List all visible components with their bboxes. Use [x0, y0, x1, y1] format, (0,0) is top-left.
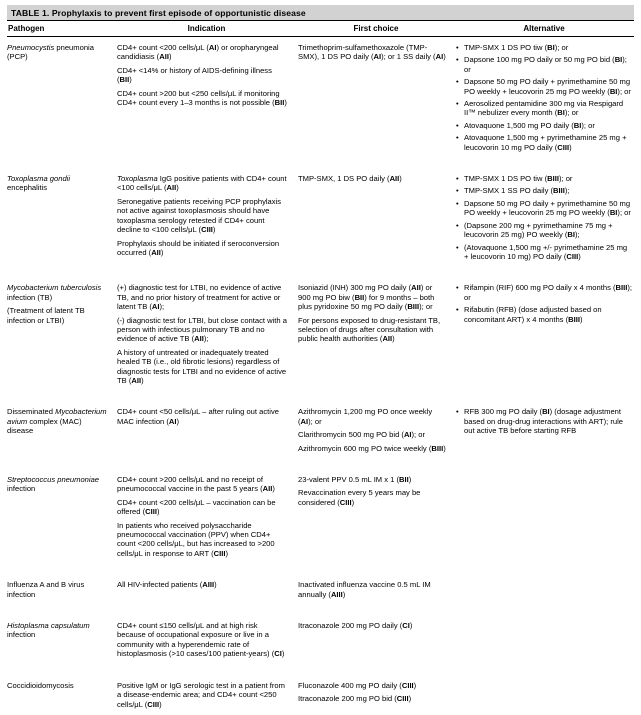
indication-paragraph: CD4+ count <200 cells/μL – vaccination can be offered (CIII) — [117, 497, 276, 517]
prophylaxis-table — [7, 20, 634, 715]
alternative-item: • (Atovaquone 1,500 mg +/- pyrimethamine 25 mg + leucovorin 10 mg) PO daily (CIII) — [456, 243, 633, 262]
alternative-cell — [456, 469, 634, 574]
indication-paragraph: CD4+ count >200 cells/μL and no receipt of pneumococcal vaccine in the past 5 years (AII) — [117, 475, 275, 494]
indication-paragraph: CD4+ count <50 cells/μL – after ruling out active MAC infection (AI) — [117, 407, 279, 426]
indication-cell — [117, 168, 298, 277]
pathogen-cell — [7, 469, 117, 574]
first-choice-cell — [298, 277, 456, 401]
indication-paragraph: CD4+ count >200 but <250 cells/μL if monitoring CD4+ count every 1–3 months is not possible (BII) — [117, 88, 287, 108]
alternative-item: • Dapsone 50 mg PO daily + pyrimethamine 50 mg PO weekly + leucovorin 25 mg PO weekly (BI); or — [456, 199, 633, 218]
alternative-cell — [456, 277, 634, 401]
pathogen-cell — [7, 277, 117, 401]
first-choice-cell — [298, 615, 456, 675]
alternative-item: • TMP-SMX 1 DS PO tiw (BIII); or — [456, 174, 633, 183]
first-choice-paragraph: Azithromycin 600 mg PO twice weekly (BIII) — [298, 443, 446, 453]
alternative-cell — [456, 615, 634, 675]
first-choice-paragraph: Inactivated influenza vaccine 0.5 mL IM annually (AIII) — [298, 580, 431, 599]
table-row — [7, 469, 634, 574]
pathogen-name: Coccidioidomycosis — [7, 680, 74, 690]
column-header-alternative: Alternative — [456, 21, 634, 37]
indication-cell — [117, 469, 298, 574]
indication-paragraph: (-) diagnostic test for LTBI, but close contact with a person with infectious pulmonary TB and no evidence of active TB (AII); — [117, 315, 287, 344]
table-title: TABLE 1. Prophylaxis to prevent first episode of opportunistic disease — [7, 5, 634, 20]
alternative-item: • TMP-SMX 1 SS PO daily (BIII); — [456, 186, 633, 195]
pathogen-name: Toxoplasma gondii encephalitis — [7, 174, 71, 193]
first-choice-paragraph: Clarithromycin 500 mg PO bid (AI); or — [298, 430, 426, 440]
pathogen-cell — [7, 615, 117, 675]
first-choice-paragraph: 23-valent PPV 0.5 mL IM x 1 (BII) — [298, 475, 412, 484]
first-choice-paragraph: Azithromycin 1,200 mg PO once weekly (AI); or — [298, 407, 433, 426]
indication-paragraph: In patients who received polysaccharide pneumococcal vaccination (PPV) when CD4+ count <200 cells/μL, but has increased to >200 cells/μL in response to ART (CIII) — [117, 520, 275, 558]
alternative-item: • Atovaquone 1,500 mg PO daily (BI); or — [456, 121, 633, 130]
alternative-item: • Dapsone 100 mg PO daily or 50 mg PO bid (BI); or — [456, 55, 633, 74]
indication-paragraph: Prophylaxis should be initiated if seroconversion occurred (AII) — [117, 238, 280, 257]
table-row — [7, 37, 634, 169]
alternative-item: • Atovaquone 1,500 mg + pyrimethamine 25 mg + leucovorin 10 mg PO daily (CIII) — [456, 133, 633, 152]
alternative-item: • Rifabutin (RFB) (dose adjusted based on concomitant ART) x 4 months (BIII) — [456, 305, 633, 324]
pathogen-name: Disseminated Mycobacterium avium complex (MAC) disease — [7, 407, 107, 436]
indication-paragraph: A history of untreated or inadequately treated healed TB (i.e., old fibrotic lesions) regardless of diagnostic tests for LTBI and no evidence of active TB (AII) — [117, 347, 287, 385]
indication-cell — [117, 615, 298, 675]
indication-cell — [117, 574, 298, 615]
pathogen-name: Mycobacterium tuberculosis infection (TB) — [7, 283, 102, 302]
indication-paragraph: Seronegative patients receiving PCP prophylaxis not active against toxoplasmosis should have toxoplasma serology retested if CD4+ count decline to <100 cells/μL (CIII) — [117, 196, 282, 235]
column-header-first-choice: First choice — [298, 21, 456, 37]
first-choice-cell — [298, 469, 456, 574]
pathogen-name: Streptococcus pneumoniae infection — [7, 475, 100, 494]
table-row — [7, 574, 634, 615]
first-choice-cell — [298, 574, 456, 615]
indication-paragraph: CD4+ count ≤150 cells/μL and at high risk because of occupational exposure or live in a community with a hyperendemic rate of histoplasmosis (>10 cases/100 patient-years) (CI) — [117, 621, 285, 659]
alternative-item: • (Dapsone 200 mg + pyrimethamine 75 mg + leucovorin 25 mg) PO weekly (BI); — [456, 221, 633, 240]
alternative-item: • Rifampin (RIF) 600 mg PO daily x 4 months (BIII); or — [456, 283, 633, 302]
pathogen-cell — [7, 574, 117, 615]
indication-cell — [117, 401, 298, 469]
first-choice-paragraph: TMP-SMX, 1 DS PO daily (AII) — [298, 174, 402, 184]
pathogen-cell — [7, 675, 117, 715]
pathogen-cell — [7, 401, 117, 469]
alternative-cell — [456, 574, 634, 615]
indication-paragraph: CD4+ <14% or history of AIDS-defining illness (BII) — [117, 65, 272, 85]
indication-paragraph: CD4+ count <200 cells/μL (AI) or oropharyngeal candidiasis (AII) — [117, 43, 279, 62]
indication-paragraph: (+) diagnostic test for LTBI, no evidence of active TB, and no prior history of treatment for active or latent TB (AI); — [117, 283, 282, 312]
table-body — [7, 37, 634, 715]
alternative-item: • Dapsone 50 mg PO daily + pyrimethamine 50 mg PO weekly + leucovorin 25 mg PO weekly (BI); or — [456, 77, 633, 96]
first-choice-paragraph: Revaccination every 5 years may be considered (CIII) — [298, 488, 421, 507]
first-choice-paragraph: For persons exposed to drug-resistant TB, selection of drugs after consultation with public health authorities (AII) — [298, 315, 441, 344]
alternative-item: • Aerosolized pentamidine 300 mg via Respigard II™ nebulizer every month (BI); or — [456, 99, 633, 118]
indication-paragraph: All HIV-infected patients (AIII) — [117, 580, 217, 590]
pathogen-cell — [7, 37, 117, 169]
alternative-cell — [456, 401, 634, 469]
table-header — [7, 21, 634, 37]
table-row — [7, 675, 634, 715]
table-row — [7, 401, 634, 469]
pathogen-cell — [7, 168, 117, 277]
pathogen-name: Pneumocystis pneumonia (PCP) — [7, 43, 94, 62]
indication-cell — [117, 277, 298, 401]
alternative-cell — [456, 675, 634, 715]
alternative-cell — [456, 168, 634, 277]
table-row — [7, 615, 634, 675]
pathogen-name: (Treatment of latent TB infection or LTBI) — [7, 306, 85, 325]
indication-paragraph: Positive IgM or IgG serologic test in a patient from a disease-endemic area; and CD4+ count <250 cells/μL (CIII) — [117, 680, 285, 709]
header-row — [7, 21, 634, 37]
first-choice-cell — [298, 401, 456, 469]
first-choice-paragraph: Trimethoprim-sulfamethoxazole (TMP-SMX), 1 DS PO daily (AI); or 1 SS daily (AI) — [298, 43, 446, 62]
table-row — [7, 168, 634, 277]
table-row — [7, 277, 634, 401]
alternative-item: • TMP-SMX 1 DS PO tiw (BI); or — [456, 43, 633, 52]
indication-paragraph: Toxoplasma IgG positive patients with CD4+ count <100 cells/μL (AII) — [117, 174, 287, 193]
first-choice-cell — [298, 168, 456, 277]
pathogen-name: Influenza A and B virus infection — [7, 580, 85, 599]
first-choice-cell — [298, 675, 456, 715]
column-header-pathogen: Pathogen — [7, 21, 117, 37]
first-choice-paragraph: Itraconazole 200 mg PO bid (CIII) — [298, 694, 412, 704]
first-choice-paragraph: Fluconazole 400 mg PO daily (CIII) — [298, 680, 417, 690]
alternative-cell — [456, 37, 634, 169]
first-choice-cell — [298, 37, 456, 169]
first-choice-paragraph: Itraconazole 200 mg PO daily (CI) — [298, 621, 413, 631]
alternative-item: • RFB 300 mg PO daily (BI) (dosage adjustment based on drug-drug interactions with ART); rule out active TB before starting RFB — [456, 407, 633, 435]
indication-cell — [117, 37, 298, 169]
first-choice-paragraph: Isoniazid (INH) 300 mg PO daily (AII) or 900 mg PO biw (BII) for 9 months – both plus pyridoxine 50 mg PO daily (BIII); or — [298, 283, 435, 312]
column-header-indication: Indication — [117, 21, 298, 37]
pathogen-name: Histoplasma capsulatum infection — [7, 621, 90, 640]
indication-cell — [117, 675, 298, 715]
